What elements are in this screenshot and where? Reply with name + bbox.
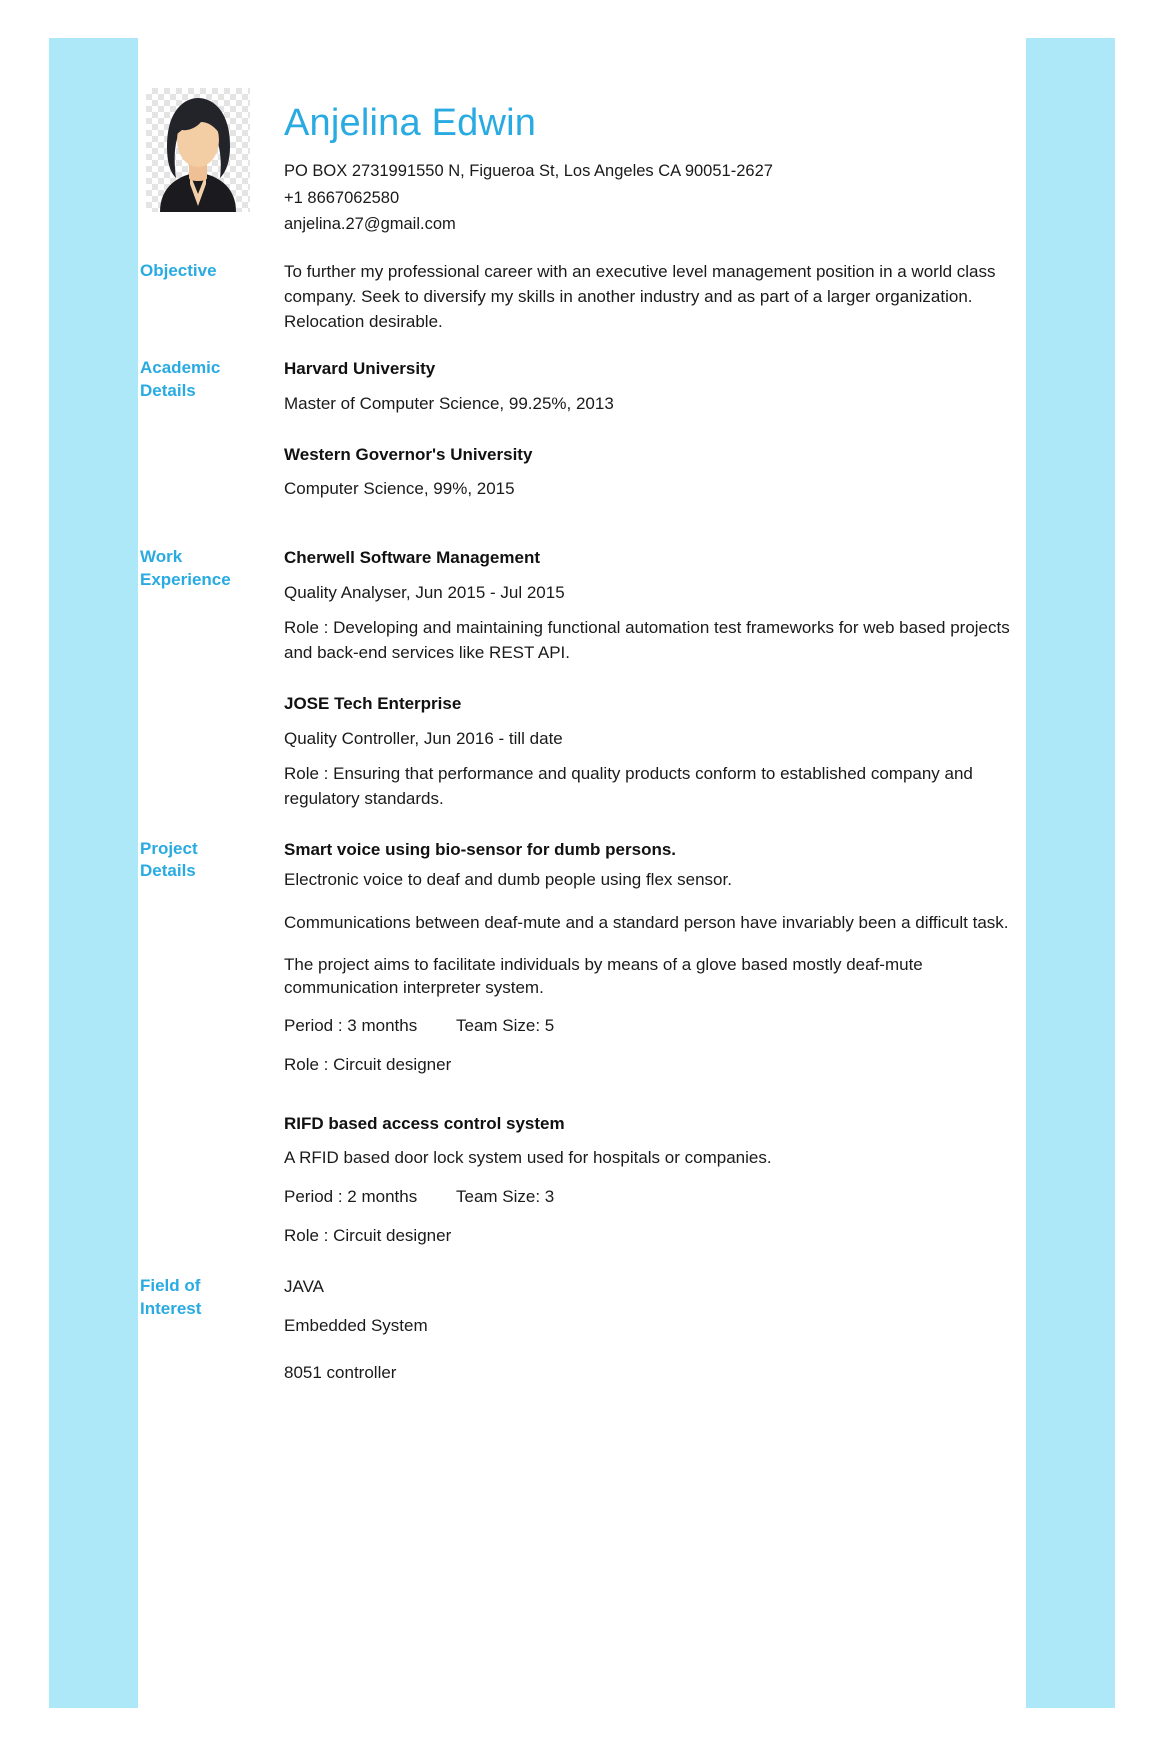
- section-body-project-details: [284, 838, 1026, 1250]
- interest-item: 8051 controller: [284, 1363, 397, 1383]
- academic-entry: [284, 357, 1026, 417]
- section-label-line-2: Experience: [140, 569, 231, 589]
- section-academic-details: [138, 357, 1026, 502]
- objective-text: To further my professional career with an executive level management position in a world class company. Seek to diversify my skills in another industry and as part of a larger organization. Relocation desirable.: [284, 262, 996, 332]
- section-label-line-1: Project: [140, 838, 198, 858]
- section-label-line-1: Work: [140, 547, 183, 567]
- project-paragraph: Communications between deaf-mute and a standard person have invariably been a difficult task.: [284, 913, 1009, 933]
- section-project-details: [138, 838, 1026, 1250]
- project-meta-row: [284, 1185, 1026, 1210]
- project-period: Period : 2 months: [284, 1187, 418, 1207]
- header-text-block: [284, 88, 773, 238]
- section-label-field-of-interest: [138, 1275, 284, 1320]
- project-title: RIFD based access control system: [284, 1113, 565, 1133]
- section-work-experience: [138, 546, 1026, 811]
- section-label-work-experience: [138, 546, 284, 591]
- section-label-objective: Objective: [140, 261, 217, 281]
- project-role: Role : Circuit designer: [284, 1226, 452, 1246]
- decorative-side-bar-left: [49, 38, 138, 1708]
- section-label-line-1: Academic: [140, 358, 221, 378]
- project-entry: [284, 838, 1026, 1078]
- project-entry: [284, 1112, 1026, 1250]
- project-title: Smart voice using bio-sensor for dumb persons.: [284, 839, 677, 859]
- work-position: Quality Analyser, Jun 2015 - Jul 2015: [284, 583, 565, 602]
- section-label-project-details: [138, 838, 284, 883]
- project-paragraph: The project aims to facilitate individuals by means of a glove based mostly deaf-mute communication interpreter system.: [284, 954, 923, 998]
- person-avatar-icon: [146, 88, 250, 212]
- project-meta-row: [284, 1014, 1026, 1039]
- section-label-line-1: Field of: [140, 1276, 201, 1296]
- project-summary: Electronic voice to deaf and dumb people using flex sensor.: [284, 870, 732, 890]
- resume-sheet: [138, 38, 1026, 1708]
- section-label-line-2: Interest: [140, 1298, 202, 1318]
- project-summary: A RFID based door lock system used for hospitals or companies.: [284, 1148, 772, 1168]
- contact-phone: +1 8667062580: [284, 188, 400, 207]
- resume-header: [138, 38, 1026, 238]
- section-body-work-experience: [284, 546, 1026, 811]
- academic-institution: Western Governor's University: [284, 444, 533, 464]
- project-period: Period : 3 months: [284, 1015, 418, 1035]
- academic-institution: Harvard University: [284, 359, 436, 379]
- section-label-line-2: Details: [140, 380, 196, 400]
- section-label-academic-details: [138, 357, 284, 402]
- work-entry: [284, 692, 1026, 812]
- interest-item: JAVA: [284, 1277, 324, 1297]
- project-team-size: Team Size: 3: [456, 1187, 555, 1207]
- work-company: JOSE Tech Enterprise: [284, 693, 462, 713]
- page-title: Anjelina Edwin: [284, 102, 537, 144]
- section-body-field-of-interest: [284, 1275, 1026, 1386]
- project-team-size: Team Size: 5: [456, 1015, 555, 1035]
- work-role: Role : Developing and maintaining functional automation test frameworks for web based projects and back-end services like REST API.: [284, 617, 1010, 662]
- work-position: Quality Controller, Jun 2016 - till date: [284, 728, 563, 748]
- section-objective: [138, 260, 1026, 335]
- section-field-of-interest: [138, 1275, 1026, 1386]
- decorative-side-bar-right: [1026, 38, 1115, 1708]
- interest-item: Embedded System: [284, 1316, 428, 1336]
- section-body-academic-details: [284, 357, 1026, 502]
- section-label-line-2: Details: [140, 861, 196, 881]
- work-role: Role : Ensuring that performance and quality products conform to established company and regulatory standards.: [284, 763, 973, 808]
- contact-address: PO BOX 2731991550 N, Figueroa St, Los Angeles CA 90051-2627: [284, 162, 773, 180]
- academic-entry: [284, 443, 1026, 503]
- academic-detail: Computer Science, 99%, 2015: [284, 479, 515, 499]
- section-body-objective: [284, 260, 1026, 335]
- work-company: Cherwell Software Management: [284, 548, 541, 568]
- academic-detail: Master of Computer Science, 99.25%, 2013: [284, 393, 614, 413]
- project-role: Role : Circuit designer: [284, 1054, 452, 1074]
- contact-email: anjelina.27@gmail.com: [284, 215, 456, 234]
- work-entry: [284, 546, 1026, 666]
